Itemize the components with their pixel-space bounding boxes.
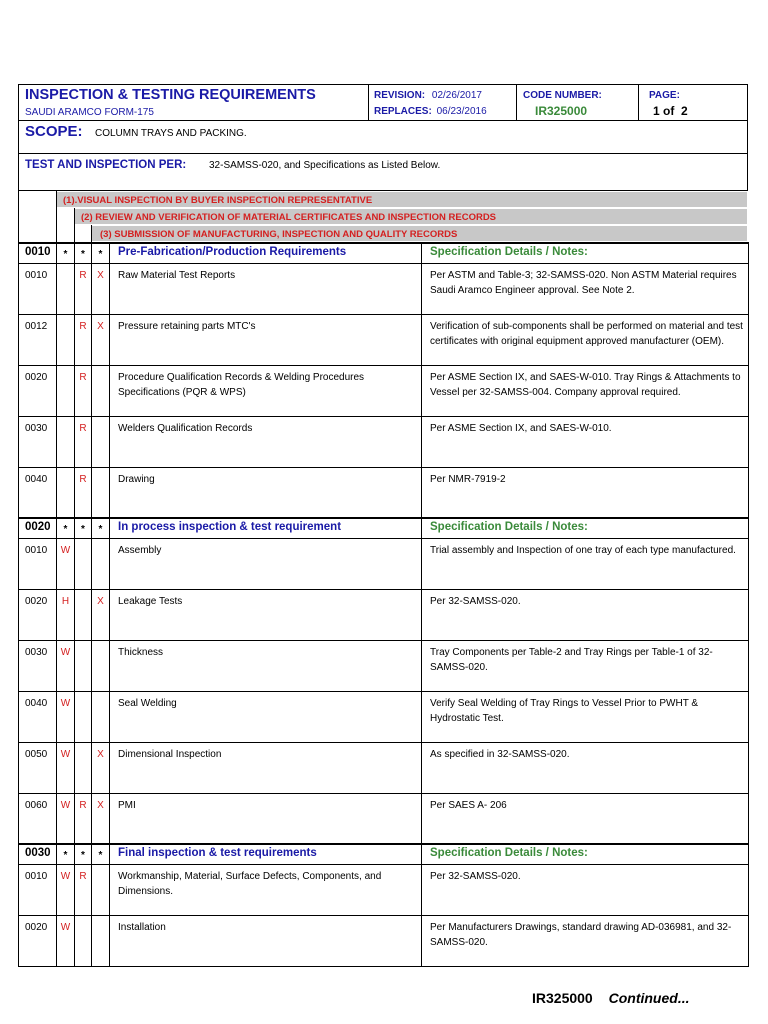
row-notes: Per NMR-7919-2 <box>422 467 749 518</box>
table-row <box>19 589 749 640</box>
section-title: Final inspection & test requirements <box>110 844 422 864</box>
test-per-label: TEST AND INSPECTION PER: <box>25 159 187 171</box>
row-mark-1: W <box>57 538 75 589</box>
row-notes: Per SAES A- 206 <box>422 793 749 844</box>
row-description: Assembly <box>110 538 422 589</box>
row-mark-1 <box>57 314 75 365</box>
row-code: 0030 <box>19 640 57 691</box>
row-code: 0010 <box>19 538 57 589</box>
replaces-label: REPLACES: <box>374 106 432 117</box>
scope-label: SCOPE: <box>25 123 83 140</box>
row-notes: Verify Seal Welding of Tray Rings to Vessel Prior to PWHT & Hydrostatic Test. <box>422 691 749 742</box>
legend-bar-3 <box>91 225 748 242</box>
legend-bar-1 <box>56 191 748 208</box>
row-mark-2 <box>75 915 92 966</box>
row-mark-2 <box>75 742 92 793</box>
revision-value: 02/26/2017 <box>431 90 482 101</box>
row-code: 0030 <box>19 416 57 467</box>
row-mark-1: W <box>57 864 75 915</box>
table-row <box>19 365 749 416</box>
page-value: 1 of 2 <box>653 104 688 118</box>
row-notes: Per ASME Section IX, and SAES-W-010. <box>422 416 749 467</box>
footer <box>532 990 690 1006</box>
row-description: Drawing <box>110 467 422 518</box>
row-notes: Per 32-SAMSS-020. <box>422 589 749 640</box>
row-code: 0012 <box>19 314 57 365</box>
row-mark-1: W <box>57 793 75 844</box>
row-mark-1 <box>57 416 75 467</box>
section-code: 0030 <box>19 844 57 864</box>
table-row <box>19 691 749 742</box>
row-mark-3 <box>92 365 110 416</box>
scope-value: COLUMN TRAYS AND PACKING. <box>95 128 247 139</box>
row-mark-1: H <box>57 589 75 640</box>
table-row <box>19 915 749 966</box>
row-mark-3: X <box>92 314 110 365</box>
section-notes-header: Specification Details / Notes: <box>422 243 749 263</box>
row-mark-2 <box>75 640 92 691</box>
row-mark-1: W <box>57 915 75 966</box>
row-mark-3: X <box>92 742 110 793</box>
row-mark-3: X <box>92 793 110 844</box>
row-description: Dimensional Inspection <box>110 742 422 793</box>
table-row <box>19 416 749 467</box>
row-mark-1 <box>57 263 75 314</box>
row-code: 0010 <box>19 864 57 915</box>
section-star: * <box>92 243 110 263</box>
page-label: PAGE: <box>649 90 680 101</box>
section-title: In process inspection & test requirement <box>110 518 422 538</box>
row-mark-2 <box>75 589 92 640</box>
section-star: * <box>75 243 92 263</box>
row-mark-2: R <box>75 416 92 467</box>
row-mark-2: R <box>75 793 92 844</box>
row-mark-1: W <box>57 640 75 691</box>
row-code: 0020 <box>19 589 57 640</box>
form-number: SAUDI ARAMCO FORM-175 <box>25 107 154 118</box>
row-mark-1: W <box>57 742 75 793</box>
row-mark-2: R <box>75 864 92 915</box>
legend-3: (3) SUBMISSION OF MANUFACTURING, INSPECTION AND QUALITY RECORDS <box>100 229 458 240</box>
row-description: Procedure Qualification Records & Welding Procedures Specifications (PQR & WPS) <box>110 365 422 416</box>
row-mark-3 <box>92 691 110 742</box>
row-description: Leakage Tests <box>110 589 422 640</box>
row-code: 0040 <box>19 467 57 518</box>
section-code: 0020 <box>19 518 57 538</box>
section-star: * <box>57 243 75 263</box>
row-mark-2 <box>75 538 92 589</box>
section-star: * <box>57 518 75 538</box>
section-star: * <box>57 844 75 864</box>
row-mark-3 <box>92 864 110 915</box>
row-description: Workmanship, Material, Surface Defects, Components, and Dimensions. <box>110 864 422 915</box>
table-row <box>19 314 749 365</box>
row-notes: As specified in 32-SAMSS-020. <box>422 742 749 793</box>
replaces-value: 06/23/2016 <box>436 106 487 117</box>
row-code: 0020 <box>19 915 57 966</box>
section-code: 0010 <box>19 243 57 263</box>
row-description: Installation <box>110 915 422 966</box>
table-row <box>19 263 749 314</box>
row-mark-3 <box>92 538 110 589</box>
section-notes-header: Specification Details / Notes: <box>422 844 749 864</box>
legend-1: (1).VISUAL INSPECTION BY BUYER INSPECTION REPRESENTATIVE <box>63 195 373 206</box>
row-description: Seal Welding <box>110 691 422 742</box>
row-code: 0010 <box>19 263 57 314</box>
form-title: INSPECTION & TESTING REQUIREMENTS <box>25 87 316 103</box>
row-description: Welders Qualification Records <box>110 416 422 467</box>
section-star: * <box>75 844 92 864</box>
row-notes: Per Manufacturers Drawings, standard drawing AD-036981, and 32-SAMSS-020. <box>422 915 749 966</box>
row-description: Thickness <box>110 640 422 691</box>
row-mark-2: R <box>75 467 92 518</box>
revision-label: REVISION: <box>374 90 426 101</box>
row-mark-1: W <box>57 691 75 742</box>
code-number-value: IR325000 <box>535 104 588 118</box>
form-header <box>18 84 748 120</box>
row-description: PMI <box>110 793 422 844</box>
row-mark-1 <box>57 467 75 518</box>
section-header <box>19 518 749 538</box>
section-star: * <box>92 518 110 538</box>
row-code: 0060 <box>19 793 57 844</box>
section-notes-header: Specification Details / Notes: <box>422 518 749 538</box>
section-star: * <box>75 518 92 538</box>
table-row <box>19 793 749 844</box>
row-mark-3: X <box>92 263 110 314</box>
table-row <box>19 742 749 793</box>
row-notes: Tray Components per Table-2 and Tray Rings per Table-1 of 32-SAMSS-020. <box>422 640 749 691</box>
row-mark-3 <box>92 467 110 518</box>
row-code: 0040 <box>19 691 57 742</box>
row-mark-3 <box>92 915 110 966</box>
row-mark-2: R <box>75 263 92 314</box>
section-header <box>19 243 749 263</box>
test-per-row <box>18 154 748 191</box>
row-notes: Trial assembly and Inspection of one tray of each type manufactured. <box>422 538 749 589</box>
section-title: Pre-Fabrication/Production Requirements <box>110 243 422 263</box>
footer-code: IR325000 <box>532 990 593 1006</box>
row-code: 0050 <box>19 742 57 793</box>
table-row <box>19 640 749 691</box>
row-mark-3: X <box>92 589 110 640</box>
row-mark-2: R <box>75 365 92 416</box>
row-mark-3 <box>92 640 110 691</box>
table-row <box>19 864 749 915</box>
row-notes: Per ASME Section IX, and SAES-W-010. Tray Rings & Attachments to Vessel per 32-SAMSS-004. Company approval required. <box>422 365 749 416</box>
row-mark-2 <box>75 691 92 742</box>
row-mark-3 <box>92 416 110 467</box>
row-description: Raw Material Test Reports <box>110 263 422 314</box>
row-code: 0020 <box>19 365 57 416</box>
row-notes: Per ASTM and Table-3; 32-SAMSS-020. Non ASTM Material requires Saudi Aramco Engineer approval. See Note 2. <box>422 263 749 314</box>
legend-2: (2) REVIEW AND VERIFICATION OF MATERIAL CERTIFICATES AND INSPECTION RECORDS <box>81 212 497 223</box>
row-description: Pressure retaining parts MTC's <box>110 314 422 365</box>
footer-continued: Continued... <box>608 990 690 1006</box>
section-star: * <box>92 844 110 864</box>
table-row <box>19 467 749 518</box>
code-number-label: CODE NUMBER: <box>523 90 602 101</box>
row-mark-1 <box>57 365 75 416</box>
row-mark-2: R <box>75 314 92 365</box>
section-header <box>19 844 749 864</box>
test-per-value: 32-SAMSS-020, and Specifications as Listed Below. <box>209 160 441 171</box>
scope-row <box>18 120 748 154</box>
legend-bar-2 <box>74 208 748 225</box>
row-notes: Per 32-SAMSS-020. <box>422 864 749 915</box>
row-notes: Verification of sub-components shall be performed on material and test certificates with original equipment approved manufacturer (OEM). <box>422 314 749 365</box>
requirements-table <box>18 242 749 967</box>
table-row <box>19 538 749 589</box>
